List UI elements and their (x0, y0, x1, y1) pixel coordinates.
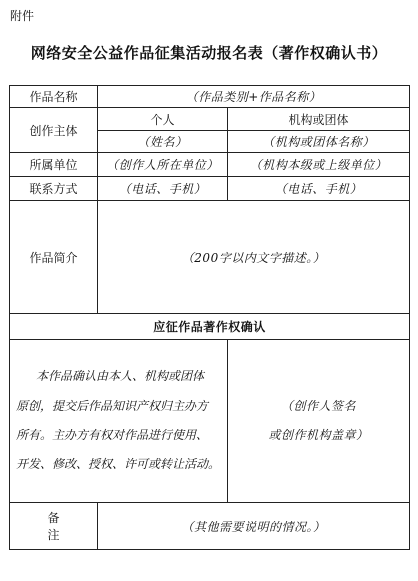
attachment-label: 附件 (10, 9, 35, 23)
row-copyright-header (10, 314, 410, 340)
creator-label: 创作主体 (10, 108, 98, 153)
work-name-label: 作品名称 (10, 86, 98, 108)
row-affiliation (10, 153, 410, 177)
row-creator-header (10, 108, 410, 131)
signature-hint-line: 或创作机构盖章） (268, 428, 369, 442)
intro-label: 作品简介 (10, 201, 98, 314)
individual-affiliation-field[interactable]: （创作人所在单位） (98, 153, 228, 177)
row-remarks (10, 503, 410, 550)
individual-name-field[interactable]: （姓名） (98, 131, 228, 153)
organization-column-header: 机构或团体 (228, 108, 410, 131)
row-work-name (10, 86, 410, 108)
signature-field[interactable] (228, 340, 410, 503)
intro-field[interactable]: （200字以内文字描述。） (98, 201, 410, 314)
signature-hint-line: （创作人签名 (280, 399, 356, 414)
copyright-section-title: 应征作品著作权确认 (10, 314, 410, 340)
registration-form-table (9, 85, 410, 550)
individual-column-header: 个人 (98, 108, 228, 131)
organization-affiliation-field[interactable]: （机构本级或上级单位） (228, 153, 410, 177)
statement-line: 本作品确认由本人、机构或团体 (36, 369, 205, 384)
affiliation-label: 所属单位 (10, 153, 98, 177)
work-name-field[interactable]: （作品类别+作品名称） (98, 86, 410, 108)
individual-contact-field[interactable]: （电话、手机） (98, 177, 228, 201)
row-intro (10, 201, 410, 314)
organization-name-field[interactable]: （机构或团体名称） (228, 131, 410, 153)
row-copyright-statement (10, 340, 410, 503)
organization-contact-field[interactable]: （电话、手机） (228, 177, 410, 201)
statement-line: 所有。主办方有权对作品进行使用、 (16, 428, 209, 442)
document-title: 网络安全公益作品征集活动报名表（著作权确认书） (30, 44, 388, 62)
contact-label: 联系方式 (10, 177, 98, 201)
copyright-statement (10, 340, 228, 503)
row-contact (10, 177, 410, 201)
remarks-label: 备注 (10, 503, 98, 550)
statement-line: 原创，提交后作品知识产权归主办方 (16, 398, 209, 413)
remarks-field[interactable]: （其他需要说明的情况。） (98, 503, 410, 550)
statement-line: 开发、修改、授权、许可或转让活动。 (16, 457, 221, 472)
